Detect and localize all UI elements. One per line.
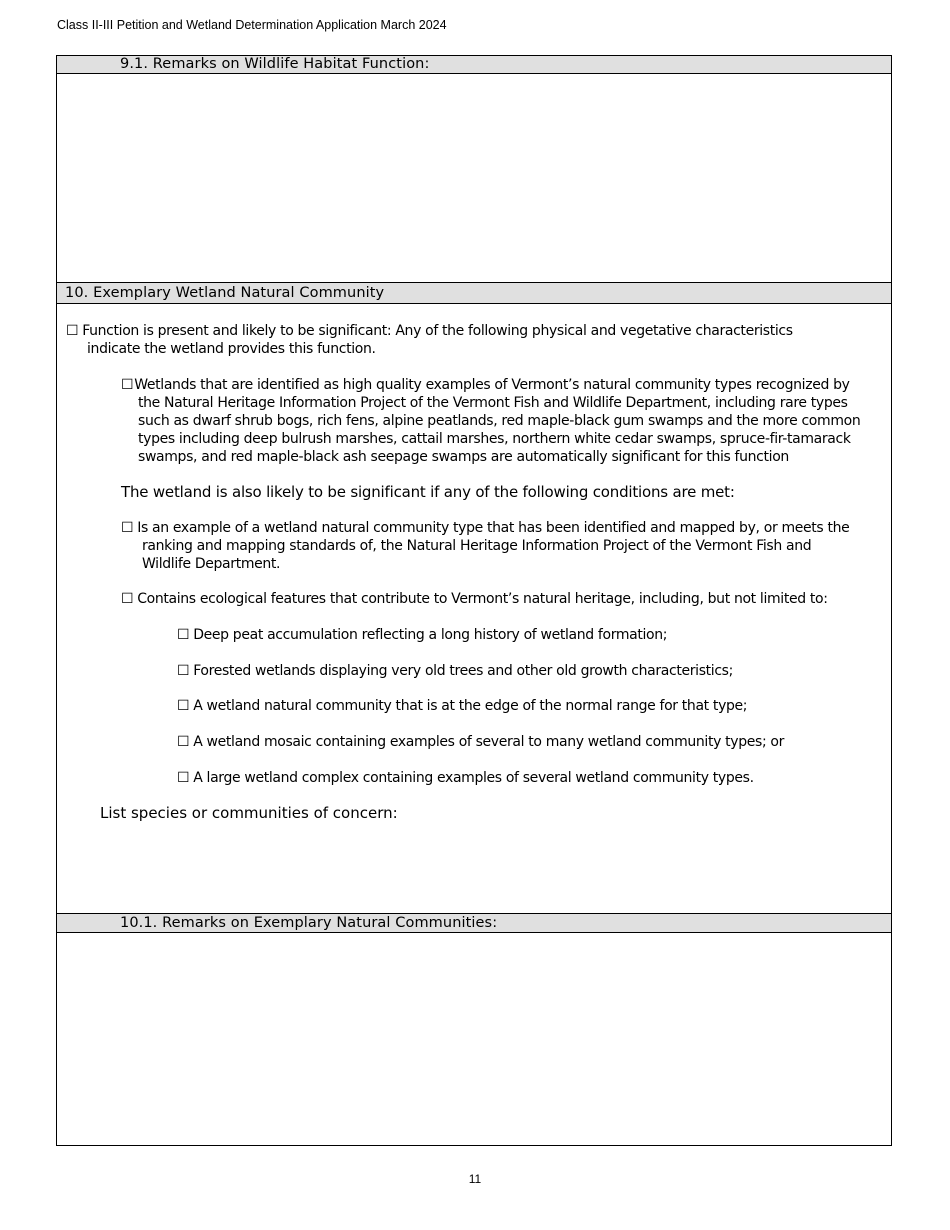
condition-mapped-line-1: Is an example of a wetland natural community type that has been identified and mapped by, or meets the	[137, 520, 850, 536]
checkbox-feature-mosaic[interactable]: ☐	[177, 734, 190, 750]
species-list-label: List species or communities of concern:	[100, 804, 398, 822]
checkbox-condition-mapped[interactable]: ☐	[121, 520, 134, 536]
section-10-1-header: 10.1. Remarks on Exemplary Natural Communities:	[57, 913, 891, 933]
feature-text: Deep peat accumulation reflecting a long history of wetland formation;	[193, 627, 668, 643]
auto-significant-line-4: types including deep bulrush marshes, cattail marshes, northern white cedar swamps, spruce-fir-tamarack	[138, 431, 851, 447]
checkbox-condition-features[interactable]: ☐	[121, 591, 134, 607]
condition-features-item	[121, 590, 828, 608]
remarks-exemplary-communities-area[interactable]	[58, 933, 890, 1145]
feature-item	[177, 697, 747, 715]
feature-text: A large wetland complex containing examples of several wetland community types.	[193, 770, 754, 786]
checkbox-auto-significant[interactable]: ☐	[121, 377, 134, 393]
species-list-area[interactable]	[58, 828, 890, 912]
section-10-header: 10. Exemplary Wetland Natural Community	[57, 282, 891, 304]
feature-item	[177, 733, 784, 751]
page-number: 11	[468, 1172, 482, 1186]
function-present-line-1: Function is present and likely to be significant: Any of the following physical and vegetative characteristics	[82, 323, 793, 339]
feature-item	[177, 626, 667, 644]
feature-item	[177, 769, 754, 787]
auto-significant-line-1: Wetlands that are identified as high quality examples of Vermont’s natural community types recognized by	[134, 377, 850, 393]
function-present-item	[66, 322, 793, 358]
form-frame	[56, 55, 892, 1146]
auto-significant-item	[121, 376, 860, 466]
auto-significant-line-3: such as dwarf shrub bogs, rich fens, alpine peatlands, red maple-black gum swamps and the more common	[138, 413, 861, 429]
auto-significant-line-2: the Natural Heritage Information Project of the Vermont Fish and Wildlife Department, including rare types	[138, 395, 848, 411]
checkbox-function-present[interactable]: ☐	[66, 323, 79, 339]
feature-item	[177, 662, 733, 680]
checkbox-feature-old-trees[interactable]: ☐	[177, 663, 190, 679]
feature-text: A wetland mosaic containing examples of several to many wetland community types; or	[193, 734, 785, 750]
checkbox-feature-large-complex[interactable]: ☐	[177, 770, 190, 786]
feature-text: Forested wetlands displaying very old trees and other old growth characteristics;	[193, 663, 733, 679]
remarks-wildlife-habitat-area[interactable]	[58, 74, 890, 282]
running-header: Class II-III Petition and Wetland Determination Application March 2024	[57, 18, 447, 32]
condition-mapped-line-2: ranking and mapping standards of, the Natural Heritage Information Project of the Vermont Fish and	[142, 538, 812, 554]
condition-features-text: Contains ecological features that contribute to Vermont’s natural heritage, including, but not limited to:	[137, 591, 828, 607]
checkbox-feature-deep-peat[interactable]: ☐	[177, 627, 190, 643]
condition-mapped-line-3: Wildlife Department.	[142, 556, 281, 572]
feature-text: A wetland natural community that is at the edge of the normal range for that type;	[193, 698, 748, 714]
checkbox-feature-edge-of-range[interactable]: ☐	[177, 698, 190, 714]
section-9-1-header: 9.1. Remarks on Wildlife Habitat Function:	[57, 55, 891, 74]
condition-mapped-item	[121, 519, 849, 573]
function-present-line-2: indicate the wetland provides this function.	[87, 341, 376, 357]
conditions-intro: The wetland is also likely to be significant if any of the following conditions are met:	[121, 483, 735, 501]
auto-significant-line-5: swamps, and red maple-black ash seepage swamps are automatically significant for this function	[138, 449, 789, 465]
